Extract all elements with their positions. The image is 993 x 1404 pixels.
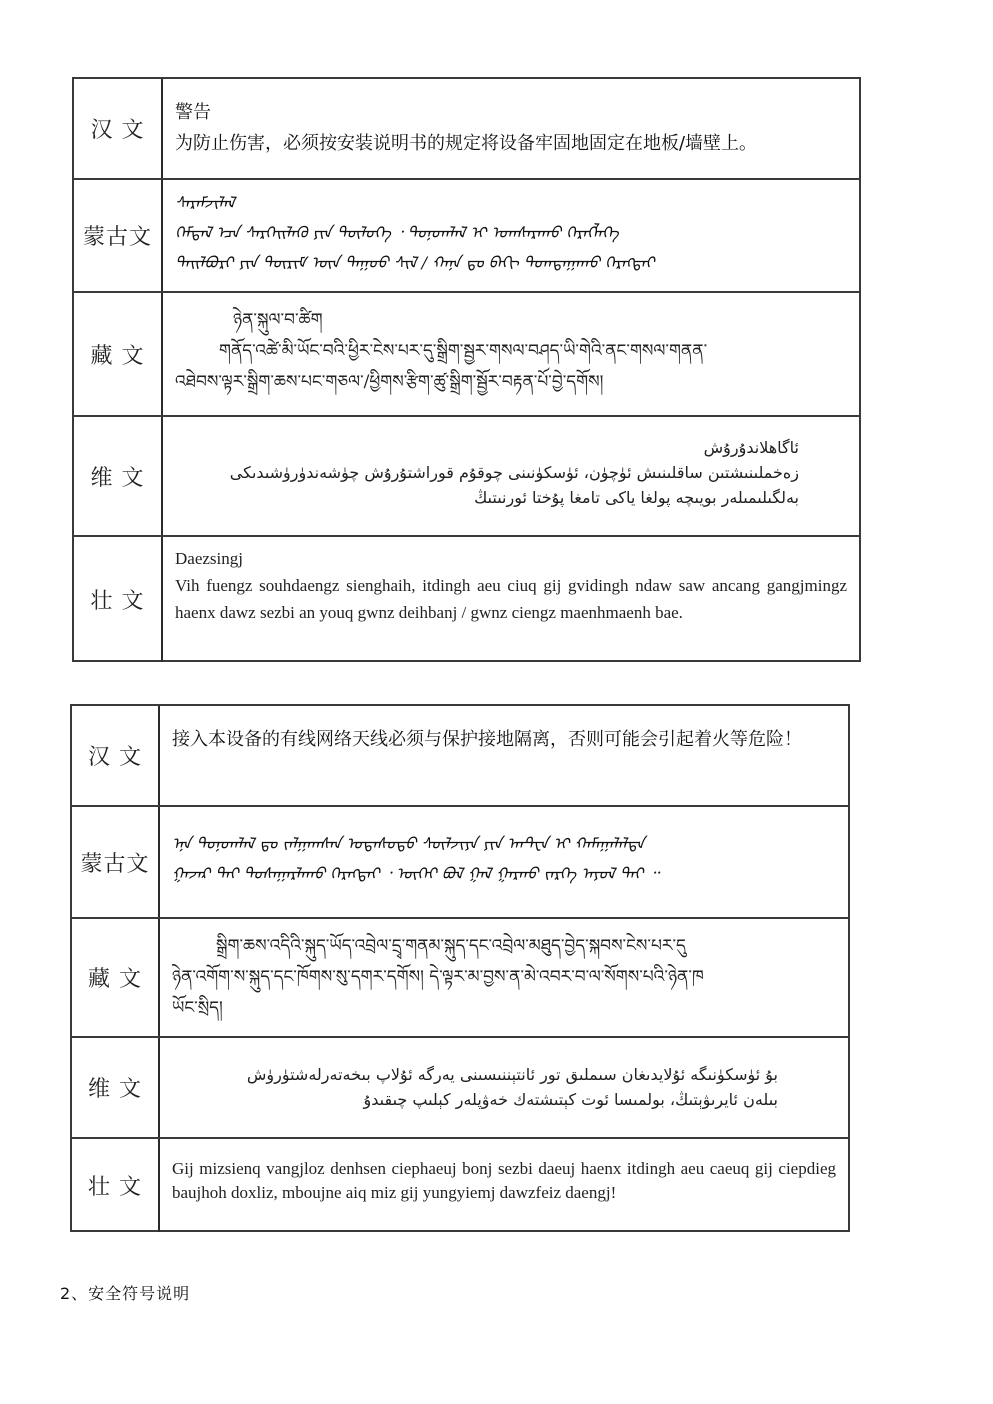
table2-row-chinese bbox=[72, 706, 848, 807]
row-label: 蒙古文 bbox=[74, 180, 163, 291]
row-content bbox=[161, 293, 859, 415]
row-label: 维 文 bbox=[72, 1038, 160, 1137]
row-content bbox=[161, 537, 859, 662]
warning-table-1 bbox=[72, 77, 861, 662]
row-content bbox=[158, 1038, 848, 1137]
warning-text-line: زەخملىنىشتىن ساقلىنىش ئۈچۈن، ئۈسكۈنىنى چوقۇم قوراشتۇرۇش چۈشەندۈرۈشىدىكى bbox=[229, 463, 799, 482]
warning-text-line: ཡོང་སྲིད། bbox=[172, 998, 223, 1018]
warning-text-line: بىلەن ئايرىۋېتىڭ، بولمىسا ئوت كېتىشتەك خەۋپلەر كېلىپ چىقىدۇ bbox=[363, 1090, 778, 1109]
warning-text-line: འཐེབས་ལྟར་སྒྲིག་ཆས་པང་གཅལ་/ཕྱིགས་རྩིག་ཚུ་སྒྲིག་སྦྱོར་བརྟན་པོ་བྱེ་དགོས། bbox=[175, 372, 604, 392]
row-label: 壮 文 bbox=[72, 1139, 160, 1232]
table1-row-mongolian bbox=[74, 180, 859, 293]
row-content bbox=[158, 706, 848, 805]
warning-text-line: ᠲᠠᠢᠯᠪᠤᠷᠢ ᠶᠢᠨ ᠳᠦᠷᠢᠮ ᠦᠨ ᠳᠠᠭᠤᠤ ᠰᠢᠯ / ᠬᠠᠨᠠ ᠳᠤ ᠪᠡᠬᠢ ᠲᠣᠭᠲᠠᠭᠠᠬᠤ ᠬᠡᠷᠡᠭᠲᠡᠢ bbox=[175, 253, 655, 272]
table2-row-uyghur bbox=[72, 1038, 848, 1139]
warning-text-line: སྒྲིག་ཆས་འདིའི་སྐུད་ཡོད་འབྲེལ་དྲྭ་གནམ་སྐུད་དང་འབྲེལ་མཐུད་བྱེད་སྐབས་ངེས་པར་དུ bbox=[216, 936, 686, 956]
warning-title: ᠰᠡᠷᠡᠮᠵᠢᠯᠡᠯ bbox=[175, 193, 235, 212]
row-label: 汉 文 bbox=[72, 706, 160, 805]
table2-row-tibetan bbox=[72, 919, 848, 1038]
warning-title: Daezsingj bbox=[175, 549, 243, 568]
warning-title: ཉེན་སྐུལ་བ་ཚིག bbox=[233, 310, 323, 330]
warning-text-line: ᠭᠡᠮᠲᠡᠯ ᠡᠴᠡ ᠰᠡᠷᠭᠡᠢᠯᠡᠬᠦ ᠶᠢᠨ ᠲᠥᠯᠦᠭᠡ ᠂ ᠲᠣᠨᠣᠭᠯᠠᠯ ᠢ ᠤᠭᠰᠠᠷᠠᠬᠤ ᠬᠡᠷᠡᠭᠯᠡᠭᠡ bbox=[175, 223, 619, 242]
table1-row-tibetan bbox=[74, 293, 859, 417]
warning-text-line: ཉེན་འགོག་ས་སྐུད་དང་ཁོགས་སུ་དགར་དགོས། དེ་ལྟར་མ་བྱས་ན་མེ་འབར་བ་ལ་སོགས་པའི་ཉེན་ཁ bbox=[172, 967, 704, 987]
row-content bbox=[161, 417, 859, 535]
warning-text: 为防止伤害，必须按安装说明书的规定将设备牢固地固定在地板/墙壁上。 bbox=[175, 133, 758, 154]
warning-table-2 bbox=[70, 704, 850, 1232]
row-label: 蒙古文 bbox=[72, 807, 160, 917]
row-content bbox=[158, 807, 848, 917]
row-content bbox=[158, 919, 848, 1036]
table1-row-uyghur bbox=[74, 417, 859, 537]
warning-text: Gij mizsienq vangjloz denhsen ciephaeuj bonj sezbi daeuj haenx itdingh aeu caeuq gij ciepdieg baujhoh doxliz, mboujne aiq miz gij yungyiemj dawzfeiz daengj! bbox=[172, 1159, 836, 1202]
table2-row-zhuang bbox=[72, 1139, 848, 1232]
row-content bbox=[161, 79, 859, 178]
warning-text-line: ᠡᠨᠡ ᠲᠣᠨᠣᠭᠯᠠᠯ ᠳᠤ ᠵᠠᠯᠭᠠᠭᠰᠠᠨ ᠤᠲᠠᠰᠤᠲᠤ ᠰᠦᠯᠵᠢᠶᠡ ᠶᠢᠨ ᠠᠨᠲᠧᠨ ᠢ ᠬᠠᠮᠠᠭᠠᠯᠠᠯᠲᠠ bbox=[172, 834, 645, 853]
row-content bbox=[161, 180, 859, 291]
warning-title: 警告 bbox=[175, 102, 211, 123]
table1-row-chinese bbox=[74, 79, 859, 180]
warning-title: ئاگاھلاندۇرۇش bbox=[703, 438, 799, 457]
row-label: 维 文 bbox=[74, 417, 163, 535]
table1-row-zhuang bbox=[74, 537, 859, 662]
table2-row-mongolian bbox=[72, 807, 848, 919]
row-label: 藏 文 bbox=[72, 919, 160, 1036]
warning-text: Vih fuengz souhdaengz sienghaih, itdingh aeu ciuq gij gvidingh ndaw saw ancang gangjmingz haenx dawz sezbi an youq gwnz deihbanj / gwnz ciengz maenhmaenh bae. bbox=[175, 576, 847, 622]
warning-text-line: གནོད་འཚེ་མི་ཡོང་བའི་ཕྱིར་ངེས་པར་དུ་སྒྲིག་སྦྱར་གསལ་བཤད་ཡི་གེའི་ནང་གསལ་གནན་ bbox=[219, 341, 708, 361]
row-label: 壮 文 bbox=[74, 537, 163, 662]
row-label: 汉 文 bbox=[74, 79, 163, 178]
warning-text-line: بەلگىلىمىلەر بويىچە پولغا ياكى تامغا پۇختا ئورنىتىڭ bbox=[474, 488, 799, 507]
warning-text-line: بۇ ئۈسكۈنىگە ئۇلايدىغان سىملىق تور ئانتېننىسىنى يەرگە ئۇلاپ بىخەتەرلەشتۈرۈش bbox=[246, 1065, 778, 1084]
row-content bbox=[158, 1139, 848, 1232]
warning-text: 接入本设备的有线网络天线必须与保护接地隔离，否则可能会引起着火等危险！ bbox=[172, 729, 802, 750]
warning-text-line: ᠭᠠᠵᠠᠷ ᠲᠠᠢ ᠲᠤᠰᠠᠭᠠᠷᠯᠠᠬᠤ ᠬᠡᠷᠡᠭᠲᠡᠢ ᠂ ᠦᠭᠡᠢ ᠪᠣᠯ ᠭᠠᠯ ᠭᠠᠷᠬᠤ ᠵᠡᠷᠭᠡ ᠠᠶᠤᠯ ᠲᠠᠢ ᠃ bbox=[172, 864, 659, 883]
row-label: 藏 文 bbox=[74, 293, 163, 415]
section-heading: 2、安全符号说明 bbox=[60, 1284, 191, 1303]
